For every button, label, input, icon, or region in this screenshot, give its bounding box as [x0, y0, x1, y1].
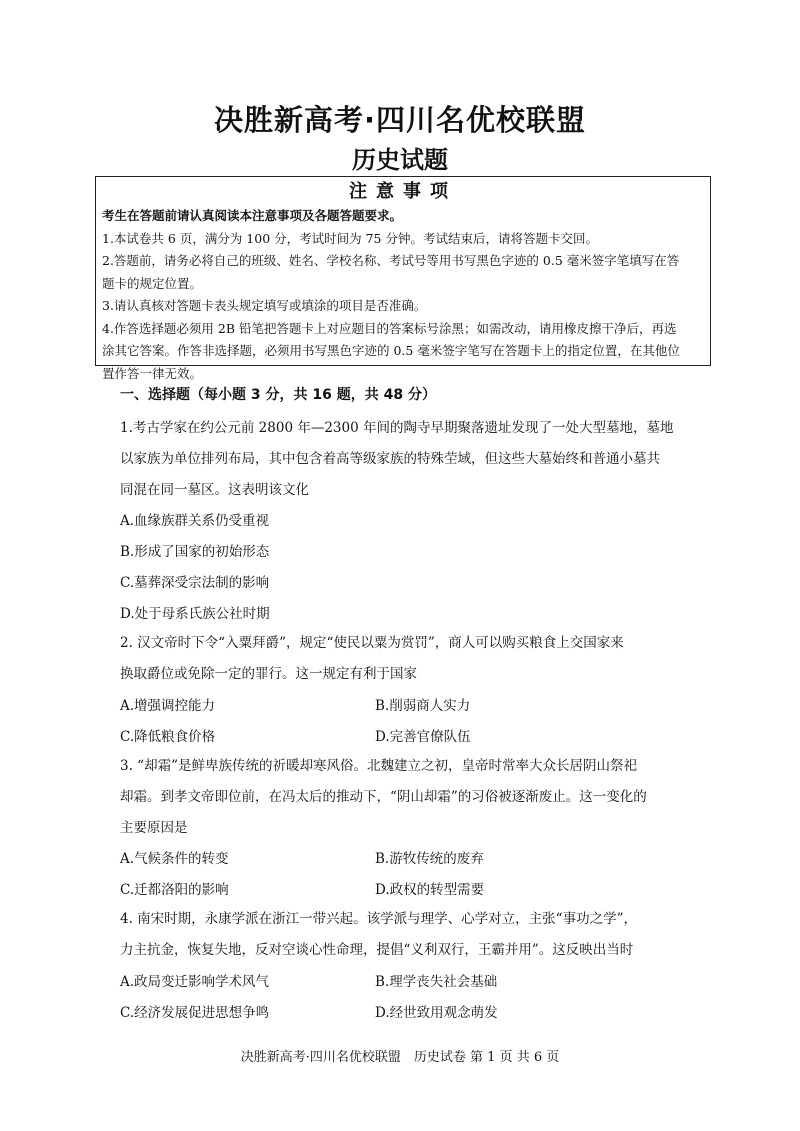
notice-line: 涂其它答案。作答非选择题，必须用书写黑色字迹的 0.5 毫米签字笔写在答题卡上的指定位置，在其他位 — [102, 343, 680, 358]
question-stem-line: 换取爵位或免除一定的罪行。这一规定有利于国家 — [120, 666, 417, 682]
option-d: D.完善官僚队伍 — [375, 729, 471, 745]
question-stem-line: 以家族为单位排列布局，其中包含着高等级家族的特殊茔域，但这些大墓始终和普通小墓共 — [120, 451, 660, 467]
option-c: C.墓葬深受宗法制的影响 — [120, 575, 270, 591]
question-stem-line: 同混在同一墓区。这表明该文化 — [120, 482, 309, 498]
option-b: B.理学丧失社会基础 — [375, 974, 498, 990]
option-c: C.迁都洛阳的影响 — [120, 882, 229, 898]
page-title: 决胜新高考·四川名优校联盟 — [213, 103, 587, 137]
question-stem-line: 1.考古学家在约公元前 2800 年—2300 年间的陶寺早期聚落遗址发现了一处大型墓地，墓地 — [120, 420, 674, 436]
option-a: A.政局变迁影响学术风气 — [120, 974, 270, 990]
notice-line: 3.请认真核对答题卡表头规定填写或填涂的项目是否准确。 — [102, 298, 427, 313]
notice-line: 4.作答选择题必须用 2B 铅笔把答题卡上对应题目的答案标号涂黑；如需改动，请用橡皮擦干净后，再选 — [102, 320, 677, 336]
question-stem-line: 力主抗金，恢复失地，反对空谈心性命理，提倡“义利双行，王霸并用”。这反映出当时 — [120, 942, 634, 958]
option-d: D.经世致用观念萌发 — [375, 1005, 498, 1021]
notice-heading: 注意事项 — [349, 181, 457, 202]
option-d: D.政权的转型需要 — [375, 882, 485, 898]
option-c: C.经济发展促进思想争鸣 — [120, 1005, 270, 1021]
option-a: A.血缘族群关系仍受重视 — [120, 513, 270, 529]
option-b: B.游牧传统的废弃 — [375, 851, 484, 867]
option-d: D.处于母系氏族公社时期 — [120, 606, 270, 622]
notice-line: 1.本试卷共 6 页，满分为 100 分，考试时间为 75 分钟。考试结束后，请将答题卡交回。 — [102, 230, 598, 246]
option-b: B.削弱商人实力 — [375, 698, 471, 714]
question-stem-line: 主要原因是 — [120, 820, 188, 836]
notice-line: 2.答题前，请务必将自己的班级、姓名、学校名称、考试号等用书写黑色字迹的 0.5 毫米签字笔填写在答 — [102, 253, 680, 268]
page-subtitle: 历史试题 — [352, 146, 448, 174]
notice-intro: 考生在答题前请认真阅读本注意事项及各题答题要求。 — [102, 208, 403, 223]
notice-line: 题卡的规定位置。 — [102, 275, 203, 291]
page-footer: 决胜新高考·四川名优校联盟 历史试卷 第 1 页 共 6 页 — [240, 1050, 560, 1065]
option-c: C.降低粮食价格 — [120, 729, 216, 745]
question-stem-line: 2. 汉文帝时下令“入粟拜爵”，规定“使民以粟为赏罚”，商人可以购买粮食上交国家来 — [120, 635, 624, 651]
question-stem-line: 3. “却霜”是鲜卑族传统的祈暖却寒风俗。北魏建立之初，皇帝时常率大众长居阴山祭祀 — [120, 758, 637, 774]
section-title: 一、选择题（每小题 3 分，共 16 题，共 48 分） — [120, 387, 436, 403]
question-stem-line: 却霜。到孝文帝即位前，在冯太后的推动下，“阴山却霜”的习俗被逐渐废止。这一变化的 — [120, 789, 647, 805]
option-a: A.增强调控能力 — [120, 698, 216, 714]
question-stem-line: 4. 南宋时期，永康学派在浙江一带兴起。该学派与理学、心学对立，主张“事功之学”， — [120, 911, 637, 927]
notice-box — [95, 176, 711, 381]
notice-line: 置作答一律无效。 — [102, 365, 203, 381]
option-b: B.形成了国家的初始形态 — [120, 544, 270, 560]
option-a: A.气候条件的转变 — [120, 851, 229, 867]
